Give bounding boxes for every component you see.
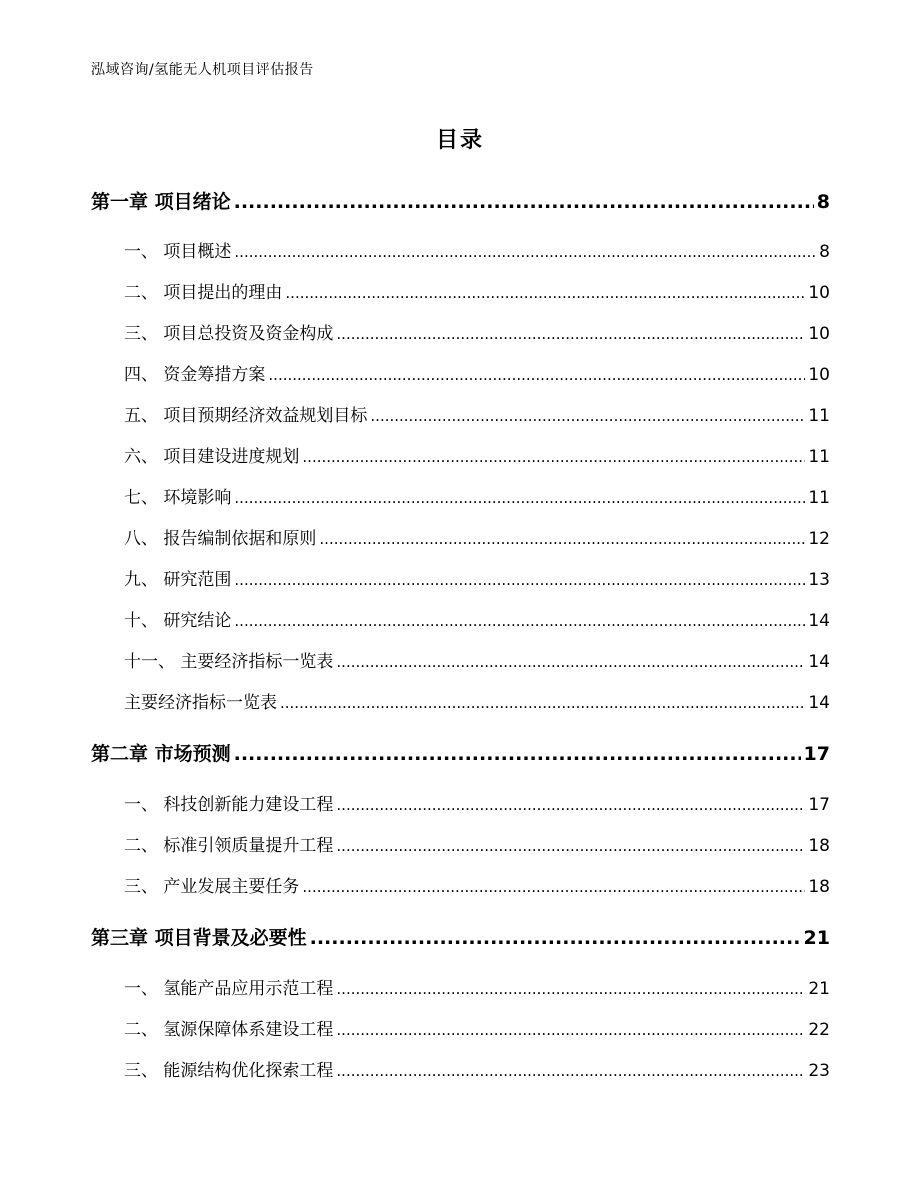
toc-entry-section[interactable] bbox=[124, 321, 830, 347]
dot-leader bbox=[336, 1023, 805, 1038]
toc-entry-section[interactable] bbox=[124, 526, 830, 552]
toc-entry-page: 17 bbox=[803, 743, 830, 765]
toc-entry-label: 七、 环境影响 bbox=[124, 488, 232, 508]
toc-entry-page: 14 bbox=[808, 611, 830, 631]
toc-entry-section[interactable] bbox=[124, 1017, 830, 1043]
dot-leader bbox=[280, 696, 805, 711]
toc-entry-label: 十、 研究结论 bbox=[124, 611, 232, 631]
toc-entry-page: 13 bbox=[808, 570, 830, 590]
toc-entry-label: 主要经济指标一览表 bbox=[124, 693, 277, 713]
toc-entry-section[interactable] bbox=[124, 874, 830, 900]
toc-entry-section[interactable] bbox=[124, 833, 830, 859]
dot-leader bbox=[336, 655, 805, 670]
running-header: 泓域咨询/氢能无人机项目评估报告 bbox=[91, 62, 314, 78]
toc-entry-label: 第二章 市场预测 bbox=[91, 743, 231, 765]
toc-entry-chapter[interactable] bbox=[91, 740, 830, 768]
toc-entry-label: 一、 项目概述 bbox=[124, 242, 232, 262]
dot-leader bbox=[234, 573, 805, 588]
dot-leader bbox=[285, 286, 805, 301]
toc-entry-section[interactable] bbox=[124, 1058, 830, 1084]
toc-entry-section[interactable] bbox=[124, 690, 830, 716]
toc-entry-label: 第三章 项目背景及必要性 bbox=[91, 927, 307, 949]
toc-entry-section[interactable] bbox=[124, 485, 830, 511]
toc-entry-label: 一、 科技创新能力建设工程 bbox=[124, 795, 334, 815]
toc-entry-label: 一、 氢能产品应用示范工程 bbox=[124, 979, 334, 999]
dot-leader bbox=[302, 450, 805, 465]
toc-entry-page: 23 bbox=[808, 1061, 830, 1081]
toc-entry-page: 21 bbox=[803, 927, 830, 949]
toc-entry-section[interactable] bbox=[124, 280, 830, 306]
toc-entry-label: 九、 研究范围 bbox=[124, 570, 232, 590]
toc-entry-page: 11 bbox=[808, 488, 830, 508]
toc-entry-page: 14 bbox=[808, 652, 830, 672]
toc-entry-page: 18 bbox=[808, 877, 830, 897]
dot-leader bbox=[336, 982, 805, 997]
dot-leader bbox=[234, 745, 801, 764]
toc-entry-page: 22 bbox=[808, 1020, 830, 1040]
toc-entry-label: 二、 氢源保障体系建设工程 bbox=[124, 1020, 334, 1040]
toc-entry-page: 14 bbox=[808, 693, 830, 713]
toc-entry-page: 11 bbox=[808, 447, 830, 467]
toc-entry-page: 18 bbox=[808, 836, 830, 856]
toc-entry-section[interactable] bbox=[124, 792, 830, 818]
toc-entry-label: 六、 项目建设进度规划 bbox=[124, 447, 300, 467]
toc-entry-page: 8 bbox=[819, 242, 830, 262]
toc-entry-page: 21 bbox=[808, 979, 830, 999]
toc-entry-page: 17 bbox=[808, 795, 830, 815]
toc-entry-label: 三、 产业发展主要任务 bbox=[124, 877, 300, 897]
dot-leader bbox=[336, 798, 805, 813]
toc-entry-section[interactable] bbox=[124, 649, 830, 675]
toc-entry-label: 二、 项目提出的理由 bbox=[124, 283, 283, 303]
dot-leader bbox=[234, 245, 816, 260]
toc-entry-page: 12 bbox=[808, 529, 830, 549]
toc-entry-chapter[interactable] bbox=[91, 924, 830, 952]
dot-leader bbox=[319, 532, 805, 547]
toc-title: 目录 bbox=[435, 128, 484, 153]
toc-entry-section[interactable] bbox=[124, 362, 830, 388]
dot-leader bbox=[234, 614, 805, 629]
toc-entry-section[interactable] bbox=[124, 608, 830, 634]
dot-leader bbox=[336, 839, 805, 854]
toc-entry-section[interactable] bbox=[124, 403, 830, 429]
toc-entry-label: 二、 标准引领质量提升工程 bbox=[124, 836, 334, 856]
toc-entry-page: 10 bbox=[808, 283, 830, 303]
toc-entry-section[interactable] bbox=[124, 239, 830, 265]
toc-entry-chapter[interactable] bbox=[91, 188, 830, 216]
toc-entry-page: 8 bbox=[816, 191, 830, 213]
dot-leader bbox=[302, 880, 805, 895]
toc-entry-label: 三、 项目总投资及资金构成 bbox=[124, 324, 334, 344]
toc-entry-label: 第一章 项目绪论 bbox=[91, 191, 231, 213]
toc-entry-label: 八、 报告编制依据和原则 bbox=[124, 529, 317, 549]
dot-leader bbox=[234, 193, 814, 212]
dot-leader bbox=[268, 368, 805, 383]
dot-leader bbox=[370, 409, 805, 424]
toc-entry-page: 10 bbox=[808, 365, 830, 385]
dot-leader bbox=[310, 929, 801, 948]
toc-entry-label: 十一、 主要经济指标一览表 bbox=[124, 652, 334, 672]
toc-entry-label: 四、 资金筹措方案 bbox=[124, 365, 266, 385]
toc-entry-label: 三、 能源结构优化探索工程 bbox=[124, 1061, 334, 1081]
toc-entry-page: 10 bbox=[808, 324, 830, 344]
toc-entry-section[interactable] bbox=[124, 976, 830, 1002]
dot-leader bbox=[336, 327, 805, 342]
toc-entry-section[interactable] bbox=[124, 567, 830, 593]
table-of-contents bbox=[91, 0, 830, 1191]
dot-leader bbox=[234, 491, 805, 506]
toc-entry-section[interactable] bbox=[124, 444, 830, 470]
toc-entry-label: 五、 项目预期经济效益规划目标 bbox=[124, 406, 368, 426]
toc-entry-page: 11 bbox=[808, 406, 830, 426]
dot-leader bbox=[336, 1064, 805, 1079]
